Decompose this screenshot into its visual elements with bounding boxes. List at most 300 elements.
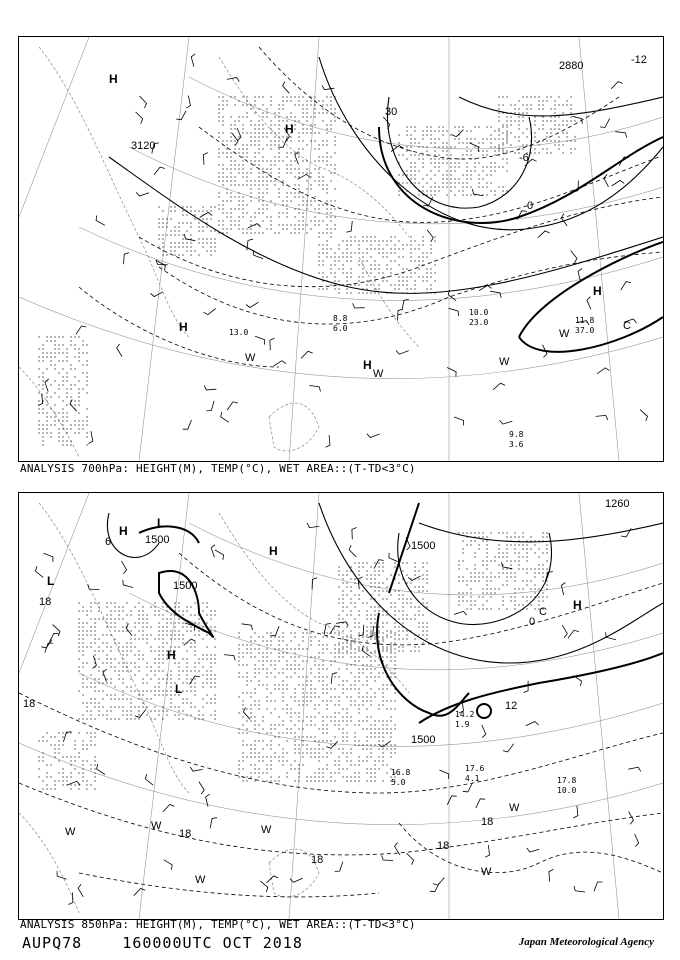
wet-dot: [290, 168, 291, 169]
wet-dot: [498, 544, 499, 545]
wet-dot: [186, 650, 187, 651]
wet-dot: [310, 632, 311, 633]
wet-dot: [322, 756, 323, 757]
wet-dot: [282, 724, 283, 725]
wet-dot: [326, 764, 327, 765]
wet-dot: [178, 646, 179, 647]
wet-dot: [326, 208, 327, 209]
wet-dot: [58, 772, 59, 773]
wet-dot: [298, 676, 299, 677]
wet-dot: [190, 206, 191, 207]
wind-barb: [500, 420, 513, 424]
wet-dot: [486, 154, 487, 155]
wet-dot: [294, 668, 295, 669]
wind-barb: [215, 550, 224, 560]
wet-dot: [294, 712, 295, 713]
wet-dot: [434, 166, 435, 167]
wet-dot: [326, 752, 327, 753]
wet-dot: [370, 688, 371, 689]
wet-dot: [166, 634, 167, 635]
wet-dot: [242, 216, 243, 217]
wet-dot: [282, 696, 283, 697]
wet-dot: [254, 720, 255, 721]
wet-dot: [138, 630, 139, 631]
wet-dot: [270, 172, 271, 173]
wet-dot: [318, 148, 319, 149]
wet-dot: [398, 248, 399, 249]
wet-dot: [322, 260, 323, 261]
wet-dot: [422, 586, 423, 587]
wet-dot: [342, 752, 343, 753]
wet-dot: [374, 638, 375, 639]
wet-dot: [366, 626, 367, 627]
wet-dot: [278, 688, 279, 689]
wet-dot: [510, 560, 511, 561]
low-center-2: L: [47, 574, 55, 588]
wind-barb: [136, 112, 143, 124]
wet-dot: [278, 140, 279, 141]
wet-dot: [502, 150, 503, 151]
wet-dot: [282, 652, 283, 653]
wet-dot: [46, 392, 47, 393]
wet-dot: [262, 656, 263, 657]
wet-dot: [526, 608, 527, 609]
wet-dot: [354, 236, 355, 237]
wet-dot: [414, 288, 415, 289]
wet-dot: [122, 670, 123, 671]
wet-dot: [350, 256, 351, 257]
wet-dot: [114, 706, 115, 707]
wet-dot: [362, 236, 363, 237]
wet-dot: [226, 156, 227, 157]
wet-dot: [142, 690, 143, 691]
wet-dot: [374, 668, 375, 669]
wet-dot: [422, 252, 423, 253]
wet-dot: [190, 246, 191, 247]
wet-dot: [250, 108, 251, 109]
wet-dot: [186, 658, 187, 659]
wet-dot: [506, 608, 507, 609]
wet-dot: [478, 608, 479, 609]
wet-dot: [442, 150, 443, 151]
wet-dot: [122, 682, 123, 683]
wet-dot: [378, 732, 379, 733]
wet-dot: [382, 256, 383, 257]
wet-dot: [386, 772, 387, 773]
wet-dot: [110, 614, 111, 615]
wet-dot: [346, 292, 347, 293]
wet-dot: [286, 676, 287, 677]
wet-dot: [38, 768, 39, 769]
wet-dot: [166, 674, 167, 675]
wet-dot: [330, 128, 331, 129]
wet-dot: [282, 700, 283, 701]
wet-dot: [282, 648, 283, 649]
wet-dot: [450, 146, 451, 147]
wet-dot: [318, 744, 319, 745]
wet-dot: [462, 190, 463, 191]
wet-dot: [482, 170, 483, 171]
wet-dot: [182, 710, 183, 711]
wet-dot: [130, 690, 131, 691]
wet-dot: [470, 572, 471, 573]
wet-dot: [270, 652, 271, 653]
wet-dot: [198, 710, 199, 711]
wet-dot: [422, 260, 423, 261]
wet-dot: [250, 140, 251, 141]
wet-dot: [210, 254, 211, 255]
wet-dot: [434, 174, 435, 175]
wind-barb: [145, 774, 153, 785]
wind-barb: [367, 434, 380, 438]
wet-dot: [350, 642, 351, 643]
wet-dot: [198, 226, 199, 227]
wet-dot: [190, 614, 191, 615]
wet-dot: [498, 186, 499, 187]
wet-dot: [430, 194, 431, 195]
wet-dot: [258, 136, 259, 137]
wet-dot: [274, 688, 275, 689]
wet-dot: [334, 224, 335, 225]
wet-dot: [426, 150, 427, 151]
wet-dot: [310, 696, 311, 697]
wet-dot: [238, 216, 239, 217]
wet-dot: [238, 100, 239, 101]
temp-label-18: 18: [179, 828, 192, 840]
wet-dot: [230, 116, 231, 117]
wet-dot: [238, 652, 239, 653]
wet-dot: [322, 724, 323, 725]
wet-dot: [338, 634, 339, 635]
wet-dot: [490, 190, 491, 191]
wet-dot: [278, 776, 279, 777]
wet-dot: [270, 732, 271, 733]
wet-dot: [506, 134, 507, 135]
wet-dot: [306, 144, 307, 145]
wet-dot: [262, 168, 263, 169]
wet-dot: [186, 690, 187, 691]
wet-dot: [138, 694, 139, 695]
wet-dot: [322, 180, 323, 181]
wet-dot: [286, 660, 287, 661]
wet-dot: [106, 694, 107, 695]
wet-dot: [534, 544, 535, 545]
wet-dot: [326, 132, 327, 133]
wet-dot: [270, 168, 271, 169]
wet-dot: [190, 626, 191, 627]
wet-dot: [406, 158, 407, 159]
wet-dot: [78, 658, 79, 659]
wet-dot: [286, 100, 287, 101]
wet-dot: [366, 664, 367, 665]
wet-dot: [342, 684, 343, 685]
wet-dot: [282, 668, 283, 669]
wet-dot: [94, 764, 95, 765]
wet-dot: [346, 642, 347, 643]
wet-dot: [210, 618, 211, 619]
wet-dot: [90, 682, 91, 683]
wet-dot: [510, 144, 511, 145]
wet-dot: [382, 684, 383, 685]
wet-dot: [126, 714, 127, 715]
wet-dot: [54, 736, 55, 737]
wet-dot: [374, 650, 375, 651]
wet-dot: [314, 656, 315, 657]
wet-dot: [130, 614, 131, 615]
wet-dot: [58, 344, 59, 345]
wet-dot: [78, 428, 79, 429]
wet-dot: [110, 626, 111, 627]
wet-dot: [218, 176, 219, 177]
wet-dot: [514, 560, 515, 561]
wet-dot: [474, 600, 475, 601]
wet-dot: [354, 594, 355, 595]
wet-dot: [394, 752, 395, 753]
wet-dot: [274, 144, 275, 145]
wet-dot: [358, 240, 359, 241]
caption-850hpa: ANALYSIS 850hPa: HEIGHT(M), TEMP(°C), WET AREA::(T-TD<3°C): [20, 918, 416, 931]
wet-dot: [206, 702, 207, 703]
wet-dot: [274, 636, 275, 637]
wind-barb: [440, 770, 449, 779]
wet-dot: [526, 556, 527, 557]
wet-dot: [374, 288, 375, 289]
wet-dot: [430, 244, 431, 245]
wet-dot: [290, 728, 291, 729]
wet-dot: [178, 710, 179, 711]
wet-dot: [122, 646, 123, 647]
wet-dot: [290, 720, 291, 721]
wet-dot: [366, 288, 367, 289]
wet-dot: [102, 714, 103, 715]
wet-dot: [390, 732, 391, 733]
wet-dot: [194, 666, 195, 667]
wet-dot: [398, 626, 399, 627]
wet-dot: [70, 424, 71, 425]
wind-barb: [164, 860, 173, 870]
wet-dot: [246, 144, 247, 145]
wet-dot: [166, 642, 167, 643]
wet-dot: [554, 144, 555, 145]
wet-dot: [82, 388, 83, 389]
wet-dot: [426, 602, 427, 603]
wet-dot: [302, 684, 303, 685]
wet-dot: [414, 170, 415, 171]
wet-dot: [386, 268, 387, 269]
wet-dot: [242, 744, 243, 745]
wet-dot: [46, 396, 47, 397]
wet-dot: [238, 776, 239, 777]
wet-dot: [266, 176, 267, 177]
wet-dot: [338, 768, 339, 769]
wind-barb: [587, 297, 591, 310]
wet-dot: [238, 636, 239, 637]
wet-dot: [250, 184, 251, 185]
wet-dot: [186, 610, 187, 611]
wet-dot: [318, 712, 319, 713]
wet-dot: [490, 126, 491, 127]
wet-dot: [206, 682, 207, 683]
wet-dot: [422, 236, 423, 237]
wet-dot: [418, 182, 419, 183]
wet-dot: [298, 748, 299, 749]
wet-dot: [454, 194, 455, 195]
wet-dot: [502, 132, 503, 133]
wet-dot: [58, 780, 59, 781]
wet-dot: [94, 718, 95, 719]
wet-dot: [398, 154, 399, 155]
wet-dot: [190, 714, 191, 715]
wet-dot: [50, 336, 51, 337]
wet-dot: [362, 684, 363, 685]
wet-dot: [346, 668, 347, 669]
wet-dot: [254, 724, 255, 725]
wind-barb: [600, 119, 610, 128]
wet-dot: [382, 646, 383, 647]
wet-dot: [414, 586, 415, 587]
wind-barb: [349, 545, 356, 557]
wet-dot: [434, 158, 435, 159]
wet-dot: [294, 672, 295, 673]
wet-dot: [298, 172, 299, 173]
wet-dot: [182, 234, 183, 235]
wet-dot: [334, 772, 335, 773]
wet-dot: [370, 668, 371, 669]
wet-dot: [202, 674, 203, 675]
wet-dot: [462, 548, 463, 549]
wet-dot: [266, 768, 267, 769]
wet-dot: [306, 680, 307, 681]
wet-dot: [194, 622, 195, 623]
wet-dot: [230, 140, 231, 141]
wet-dot: [90, 626, 91, 627]
wet-dot: [546, 532, 547, 533]
station-value: 11.8: [575, 316, 595, 325]
wind-barb: [402, 299, 409, 310]
wet-dot: [386, 664, 387, 665]
wet-dot: [322, 184, 323, 185]
wet-dot: [98, 702, 99, 703]
wet-dot: [358, 594, 359, 595]
wet-dot: [210, 678, 211, 679]
wet-dot: [314, 716, 315, 717]
wet-dot: [242, 232, 243, 233]
wet-dot: [498, 134, 499, 135]
wet-dot: [306, 676, 307, 677]
wet-dot: [362, 252, 363, 253]
wind-barb: [68, 893, 73, 905]
wet-dot: [86, 408, 87, 409]
wet-dot: [346, 688, 347, 689]
wet-dot: [298, 188, 299, 189]
wet-dot: [66, 412, 67, 413]
wet-dot: [422, 130, 423, 131]
wet-dot: [226, 180, 227, 181]
wet-dot: [378, 740, 379, 741]
wet-dot: [386, 590, 387, 591]
wet-dot: [342, 728, 343, 729]
wet-dot: [542, 148, 543, 149]
wet-dot: [298, 728, 299, 729]
wet-dot: [326, 248, 327, 249]
wet-dot: [382, 590, 383, 591]
wet-dot: [378, 284, 379, 285]
wet-dot: [166, 218, 167, 219]
thick-contour: [139, 503, 663, 723]
wet-dot: [426, 622, 427, 623]
wet-dot: [326, 732, 327, 733]
wet-dot: [166, 626, 167, 627]
wet-dot: [42, 380, 43, 381]
wet-dot: [386, 634, 387, 635]
wet-dot: [306, 168, 307, 169]
wet-dot: [330, 264, 331, 265]
wet-dot: [370, 268, 371, 269]
wet-dot: [382, 648, 383, 649]
wet-dot: [506, 130, 507, 131]
wet-dot: [330, 660, 331, 661]
station-value: 17.8: [557, 776, 577, 785]
wet-dot: [242, 656, 243, 657]
wet-dot: [50, 736, 51, 737]
wet-dot: [250, 708, 251, 709]
wet-dot: [110, 646, 111, 647]
wet-dot: [170, 230, 171, 231]
wet-dot: [258, 760, 259, 761]
wet-dot: [326, 224, 327, 225]
wet-dot: [310, 736, 311, 737]
wet-dot: [46, 788, 47, 789]
wet-dot: [146, 682, 147, 683]
wet-dot: [470, 532, 471, 533]
wet-dot: [182, 638, 183, 639]
wet-dot: [522, 148, 523, 149]
wet-dot: [38, 760, 39, 761]
wet-dot: [206, 674, 207, 675]
wet-dot: [334, 172, 335, 173]
wet-dot: [358, 740, 359, 741]
wet-dot: [206, 602, 207, 603]
wind-barb: [135, 710, 146, 718]
wet-dot: [214, 206, 215, 207]
wet-dot: [290, 648, 291, 649]
wet-dot: [170, 218, 171, 219]
wet-dot: [78, 352, 79, 353]
wet-dot: [314, 776, 315, 777]
wet-dot: [394, 288, 395, 289]
wet-dot: [414, 280, 415, 281]
wet-dot: [134, 674, 135, 675]
wet-dot: [146, 714, 147, 715]
wet-dot: [138, 714, 139, 715]
wet-dot: [262, 112, 263, 113]
wet-dot: [290, 764, 291, 765]
wet-dot: [254, 160, 255, 161]
wet-dot: [110, 610, 111, 611]
wet-dot: [330, 216, 331, 217]
wet-dot: [470, 170, 471, 171]
wet-dot: [258, 152, 259, 153]
wet-dot: [294, 732, 295, 733]
wet-dot: [466, 568, 467, 569]
wet-dot: [142, 622, 143, 623]
wet-dot: [50, 360, 51, 361]
wet-dot: [346, 664, 347, 665]
wet-dot: [338, 598, 339, 599]
wet-dot: [302, 140, 303, 141]
wet-dot: [346, 594, 347, 595]
wet-dot: [482, 138, 483, 139]
